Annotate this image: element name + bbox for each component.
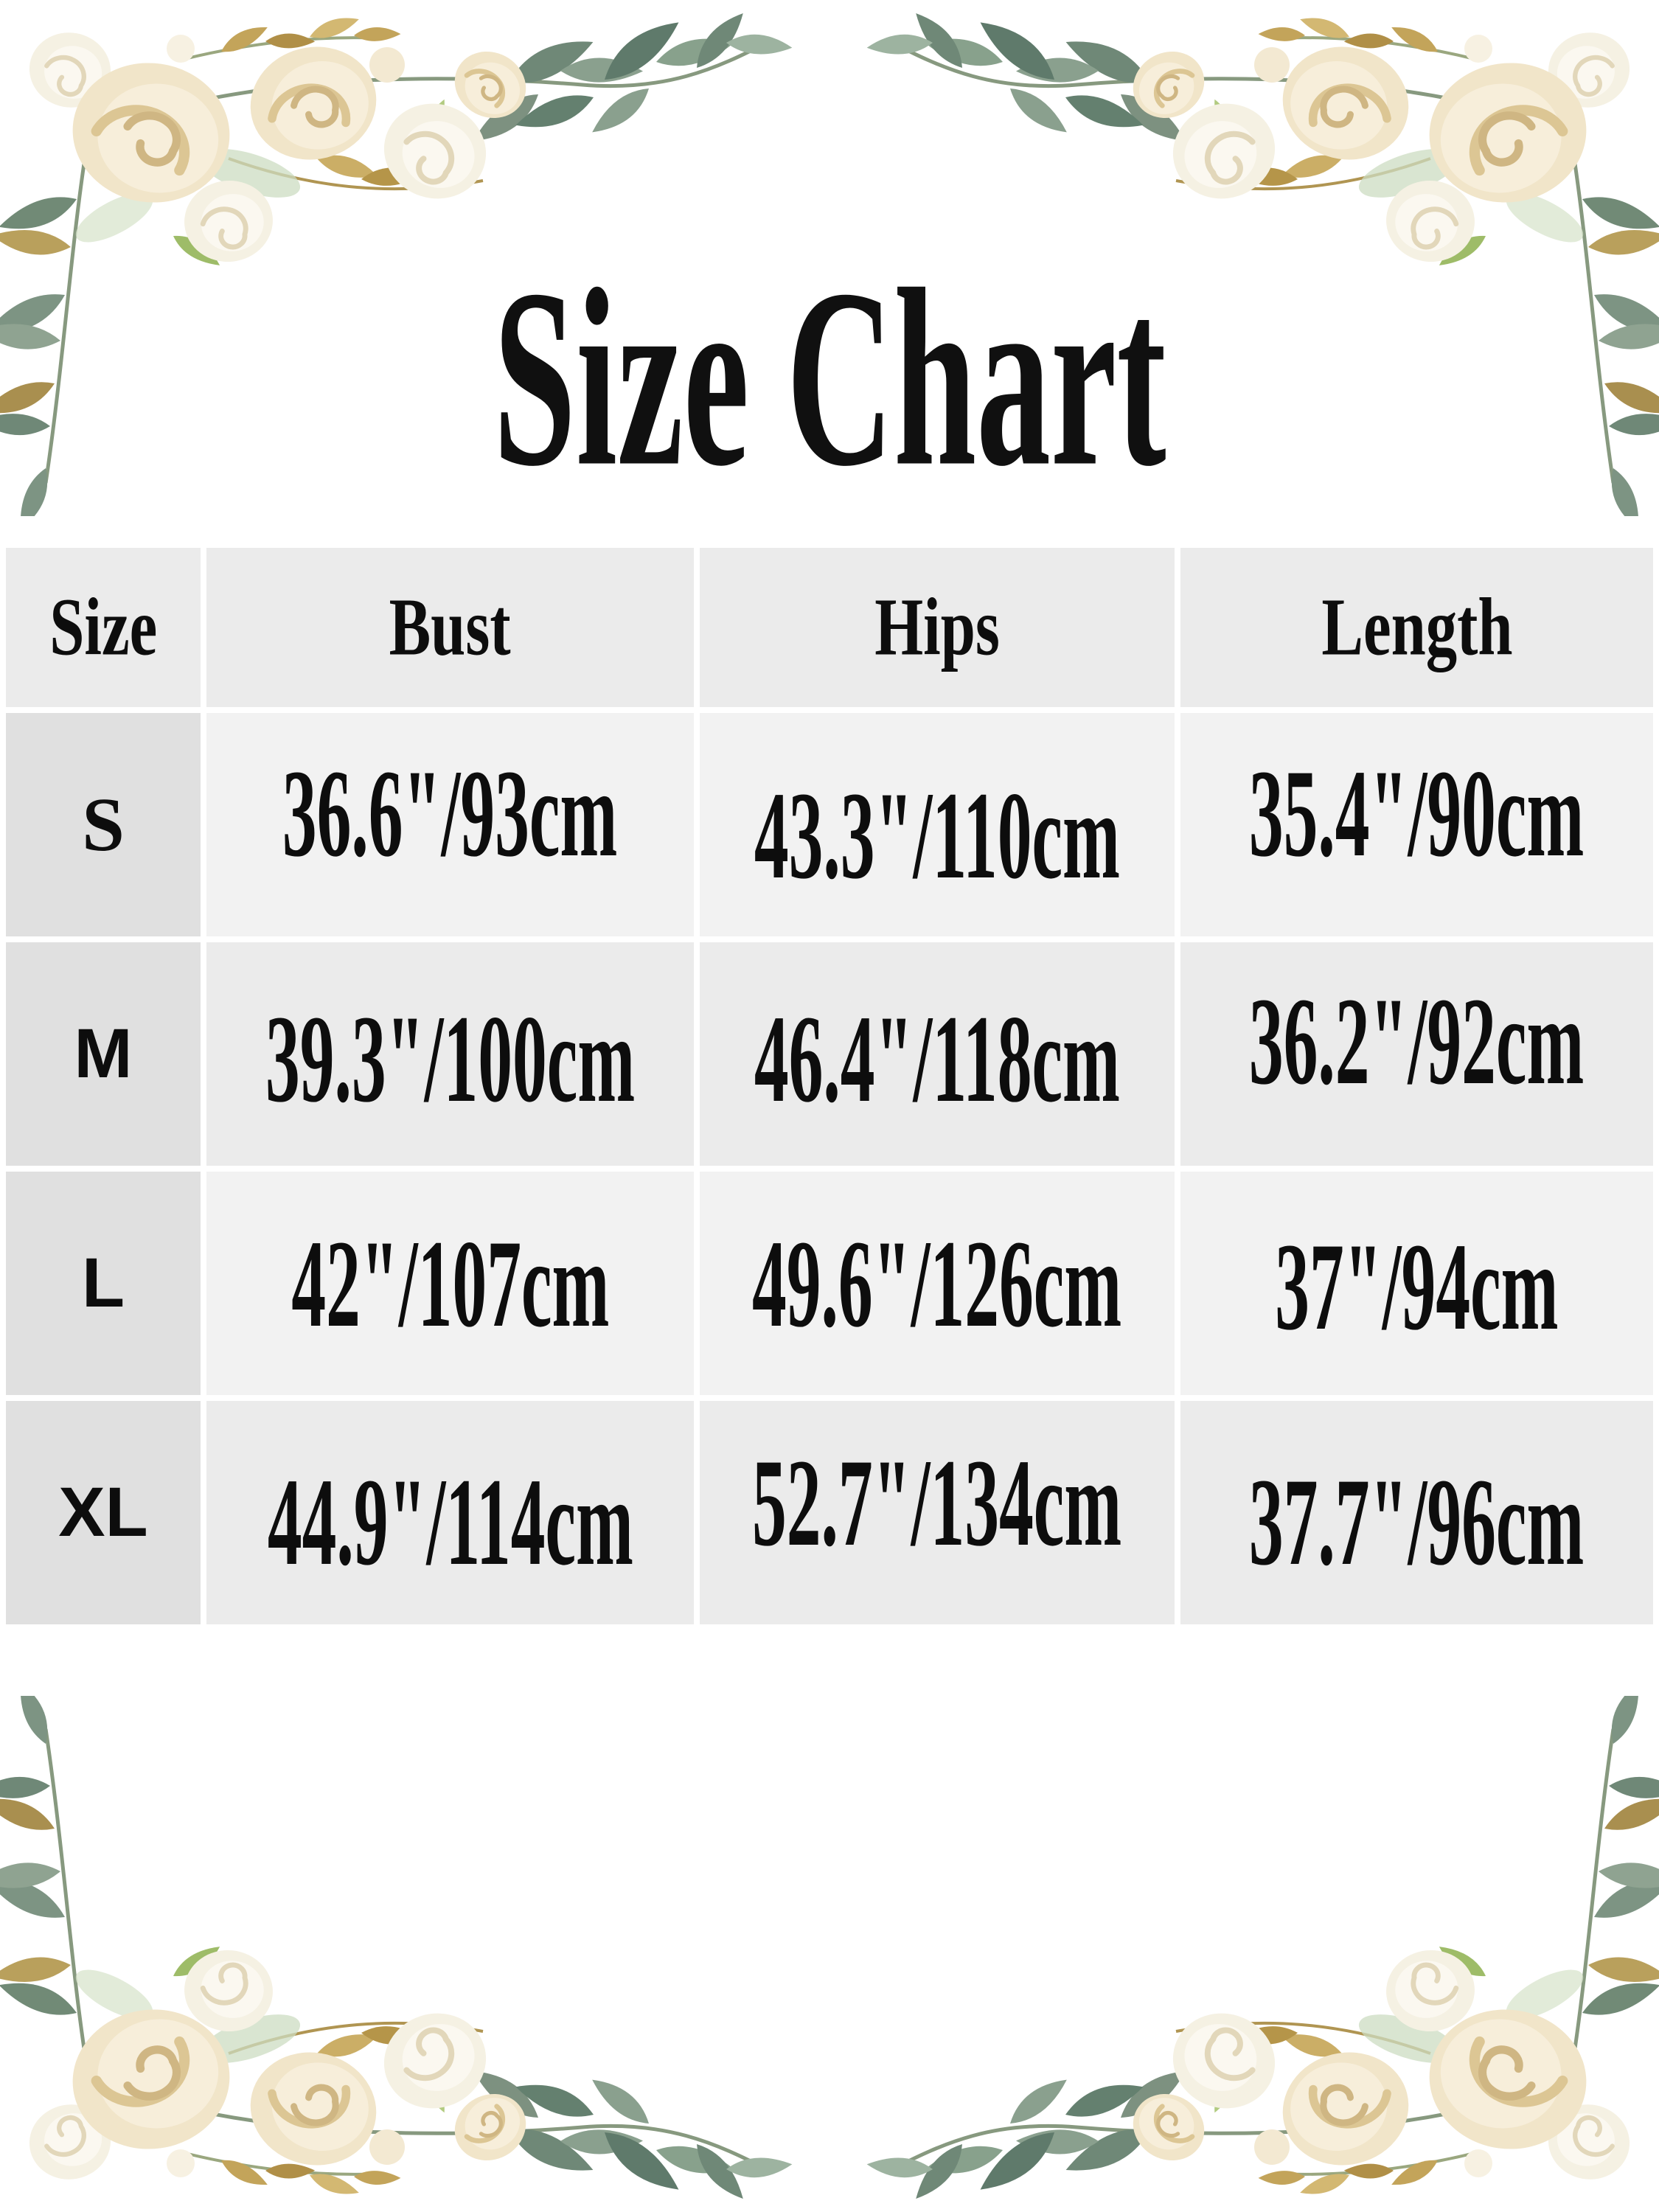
size-label: XL [58, 1473, 148, 1551]
header-label-hips: Hips [874, 582, 1000, 672]
size-table [6, 548, 1653, 1624]
hips-cell-l [700, 1172, 1175, 1395]
bust-cell-m [206, 942, 694, 1166]
hips-value: 46.4"/118cm [754, 989, 1121, 1128]
bust-cell-s [206, 713, 694, 936]
hips-value: 52.7"/134cm [752, 1433, 1122, 1572]
floral-spray-bottom-left-image [0, 1696, 796, 2212]
header-cell-hips [700, 548, 1175, 707]
size-cell-xl [6, 1401, 201, 1624]
length-cell-l [1180, 1172, 1653, 1395]
bust-value: 44.9"/114cm [267, 1452, 633, 1591]
length-value: 37"/94cm [1275, 1217, 1559, 1356]
size-cell-m [6, 942, 201, 1166]
length-value: 37.7"/96cm [1249, 1452, 1585, 1591]
hips-cell-xl [700, 1401, 1175, 1624]
bust-value: 36.6"/93cm [282, 743, 618, 883]
hips-value: 43.3"/110cm [754, 765, 1121, 905]
size-label: L [81, 1244, 125, 1322]
length-value: 35.4"/90cm [1249, 743, 1585, 883]
hips-cell-m [700, 942, 1175, 1166]
header-label-size: Size [49, 582, 157, 672]
length-value: 36.2"/92cm [1249, 971, 1585, 1110]
size-label: S [82, 782, 125, 867]
bust-value: 39.3"/100cm [265, 989, 636, 1128]
floral-spray-bottom-right-image [863, 1696, 1659, 2212]
header-cell-length [1180, 548, 1653, 707]
size-cell-l [6, 1172, 201, 1395]
header-label-bust: Bust [389, 582, 511, 672]
header-cell-size [6, 548, 201, 707]
size-cell-s [6, 713, 201, 936]
page-title-text: Size Chart [493, 237, 1166, 520]
hips-value: 49.6"/126cm [752, 1214, 1122, 1353]
hips-cell-s [700, 713, 1175, 936]
length-cell-m [1180, 942, 1653, 1166]
bust-value: 42"/107cm [291, 1214, 610, 1353]
header-cell-bust [206, 548, 694, 707]
bust-cell-xl [206, 1401, 694, 1624]
size-label: M [74, 1015, 133, 1093]
length-cell-s [1180, 713, 1653, 936]
header-label-length: Length [1321, 582, 1513, 672]
length-cell-xl [1180, 1401, 1653, 1624]
bust-cell-l [206, 1172, 694, 1395]
page-title [0, 237, 1659, 520]
